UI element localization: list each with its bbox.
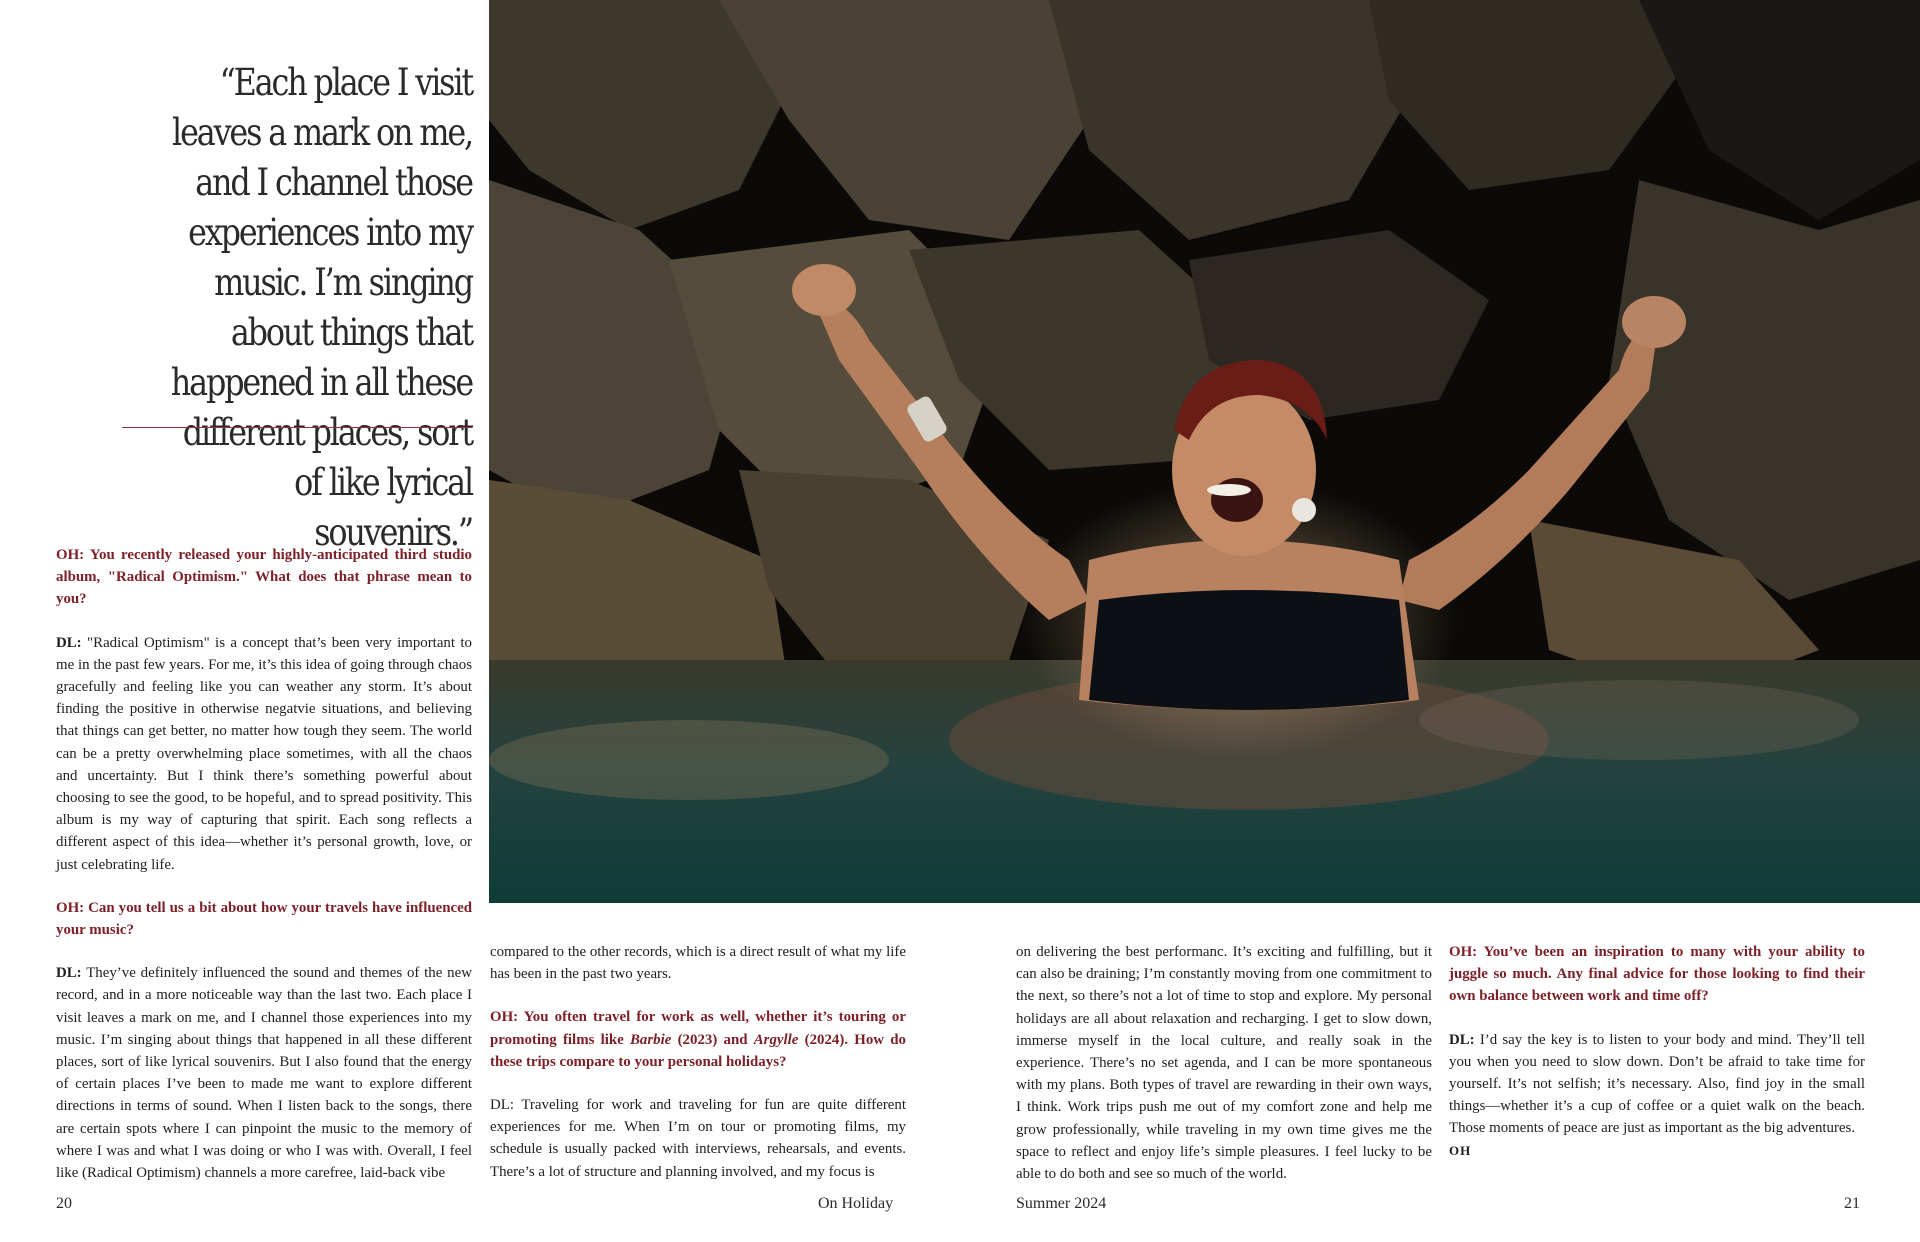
pull-quote: “Each place I visit leaves a mark on me, and I channel those experiences into my music. I’m singing about things that happened in all these different places, sort of like lyrical souvenirs.” [170,61,473,554]
question-text: (2023) and [671,1031,754,1048]
answer-text: They’ve definitely influenced the sound and themes of the new record, and in a more noticeable way than the last two. Each place I visit leaves a mark on me, and I channel those experiences into my music. I’m singing about things that happened in all these different places, sort of like lyrical souvenirs. But I also found that the energy of certain places I’ve been to made me want to explore different directions in terms of sound. When I listen back to the songs, there are certain spots where I can pinpoint the music to the memory of where I was and what I was doing or who I was with. Overall, I feel like (Radical Optimism) channels a more carefree, laid-back vibe [56,965,472,1182]
text-column-1 [56,544,472,1205]
answer-text: "Radical Optimism" is a concept that’s been very important to me in the past few years. For me, it’s this idea of going through chaos gracefully and feeling like you can weather any storm. It’s about finding the positive in otherwise negatvie situations, and believing that things can get better, no matter how tough they seem. The world can be a pretty overwhelming place sometimes, with all the chaos and uncertainty. But I think there’s something powerful about choosing to see the good, to be hopeful, and to spread positivity. This album is my way of capturing that spirit. Each song reflects a different aspect of this idea—whether it’s personal growth, love, or just celebrating life. [56,634,472,873]
pull-quote-divider [122,427,472,428]
question-balance: OH: You’ve been an inspiration to many with your ability to juggle so much. Any final advice for those looking to find their own balance between work and time off? [1449,944,1865,1005]
answer-continued: on delivering the best performanc. It’s exciting and fulfilling, but it can also be draining; I’m constantly moving from one commitment to the next, so there’s not a lot of time to stop and explore. My personal holidays are all about relaxation and recharging. I get to slow down, immerse myself in the local culture, and really soak in the experience. There’s no set agenda, and I can be more spontaneous with my plans. Both types of travel are rewarding in their own ways, I think. Work trips push me out of my comfort zone and help me grow professionally, while traveling in my own time gives me the space to reflect and enjoy life’s simple pleasures. I feel lucky to be able to do both and see so much of the world. [1016,944,1432,1183]
question-radical-optimism: OH: You recently released your highly-anticipated third studio album, "Radical Optimism." What does that phrase mean to you? [56,547,472,608]
page-number-right: 21 [1844,1195,1860,1212]
answer-balance [1449,1029,1865,1162]
answer-continued: compared to the other records, which is a direct result of what my life has been in the past two years. [490,944,906,983]
feature-photo [489,0,1920,903]
issue-name: Summer 2024 [1016,1195,1107,1212]
speaker-label: DL: [56,634,82,651]
answer-work-travel: DL: Traveling for work and traveling for fun are quite different experiences for me. When I’m on tour or promoting films, my schedule is usually packed with interviews, rehearsals, and events. There’s a lot of structure and planning involved, and my focus is [490,1097,906,1180]
question-text: (2024). How do these trips compare to your personal holidays? [490,1031,906,1070]
answer-text: I’d say the key is to listen to your body and mind. They’ll tell you when you need to slow down. Don’t be afraid to take time for yourself. It’s not selfish; it’s necessary. Also, find joy in the small things—whether it’s a cup of coffee or a quiet walk on the beach. Those moments of peace are just as important as the big adventures. [1449,1031,1865,1137]
end-mark: OH [1449,1142,1472,1158]
speaker-label: DL: [1449,1031,1475,1048]
answer-travels-music [56,962,472,1184]
text-column-2 [490,941,906,1204]
film-title: Argylle [753,1031,799,1048]
text-column-4 [1449,941,1865,1183]
answer-radical-optimism [56,632,472,876]
speaker-label: DL: [56,965,82,982]
page-number-left: 20 [56,1195,72,1212]
question-work-travel [490,1006,906,1073]
text-column-3 [1016,941,1432,1206]
film-title: Barbie [630,1031,672,1048]
question-travels-music: OH: Can you tell us a bit about how your travels have influenced your music? [56,899,472,939]
question-text: OH: You often travel for work as well, whether it’s touring or promoting films like [490,1009,906,1048]
magazine-name: On Holiday [818,1195,894,1212]
